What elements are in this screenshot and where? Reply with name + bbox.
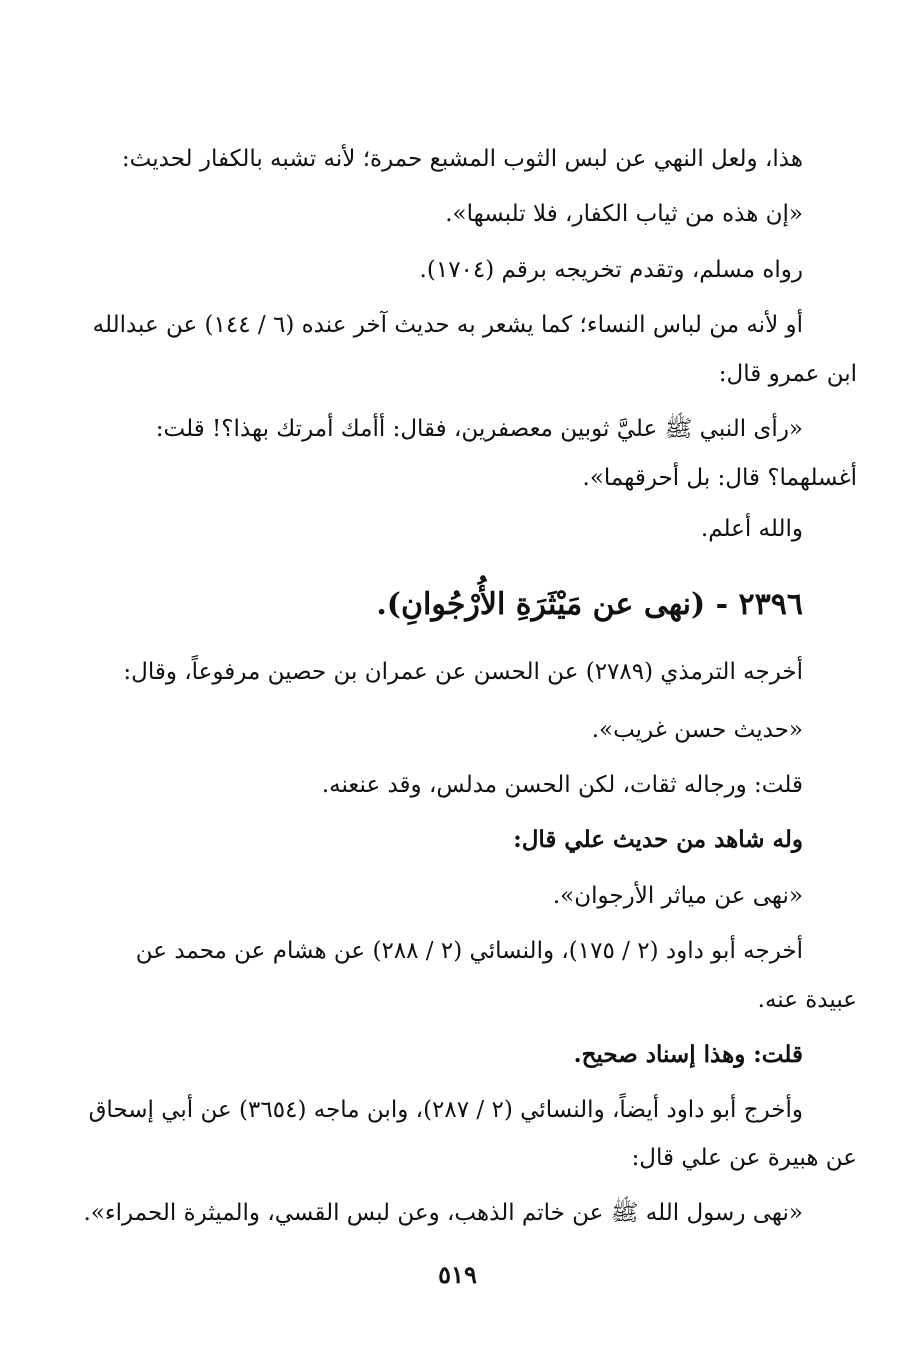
hadith-quote-line: «نهى عن مياثر الأرجوان». [552, 883, 803, 909]
paragraph-line: قلت: وهذا إسناد صحيح. [573, 1041, 803, 1068]
hadith-heading: ٢٣٩٦ - (نهى عن مَيْثَرَةِ الأُرْجُوانِ). [376, 587, 803, 622]
paragraph-line: ابن عمرو قال: [718, 361, 857, 387]
paragraph-line: عن هبيرة عن علي قال: [631, 1145, 857, 1171]
paragraph-line: «إن هذه من ثياب الكفار، فلا تلبسها». [445, 201, 803, 227]
page-number: ٥١٩ [438, 1260, 477, 1289]
paragraph-line: قلت: ورجاله ثقات، لكن الحسن مدلس، وقد عنعنه. [321, 772, 803, 798]
paragraph-line: وله شاهد من حديث علي قال: [513, 826, 803, 853]
paragraph-line: وأخرج أبو داود أيضاً، والنسائي (٢ / ٢٨٧)، وابن ماجه (٣٦٥٤) عن أبي إسحاق [88, 1097, 803, 1123]
hadith-quote-line: «حديث حسن غريب». [591, 717, 803, 743]
paragraph-line: أو لأنه من لباس النساء؛ كما يشعر به حديث آخر عنده (٦ / ١٤٤) عن عبدالله [92, 312, 803, 338]
paragraph-line: والله أعلم. [700, 516, 803, 542]
hadith-quote-line: «رأى النبي ﷺ عليَّ ثوبين معصفرين، فقال: أأمك أمرتك بهذا؟! قلت: [155, 416, 803, 442]
hadith-quote-line: أغسلهما؟ قال: بل أحرقهما». [582, 465, 857, 491]
paragraph-line: أخرجه الترمذي (٢٧٨٩) عن الحسن عن عمران بن حصين مرفوعاً، وقال: [123, 659, 803, 685]
paragraph-line: أخرجه أبو داود (٢ / ١٧٥)، والنسائي (٢ / ٢٨٨) عن هشام عن محمد عن [135, 938, 803, 964]
paragraph-line: عبيدة عنه. [757, 987, 857, 1013]
paragraph-line: هذا، ولعل النهي عن لبس الثوب المشبع حمرة؛ لأنه تشبه بالكفار لحديث: [121, 146, 803, 172]
hadith-quote-line: «نهى رسول الله ﷺ عن خاتم الذهب، وعن لبس القسي، والميثرة الحمراء». [83, 1200, 803, 1226]
paragraph-line: رواه مسلم، وتقدم تخريجه برقم (١٧٠٤). [419, 257, 803, 283]
